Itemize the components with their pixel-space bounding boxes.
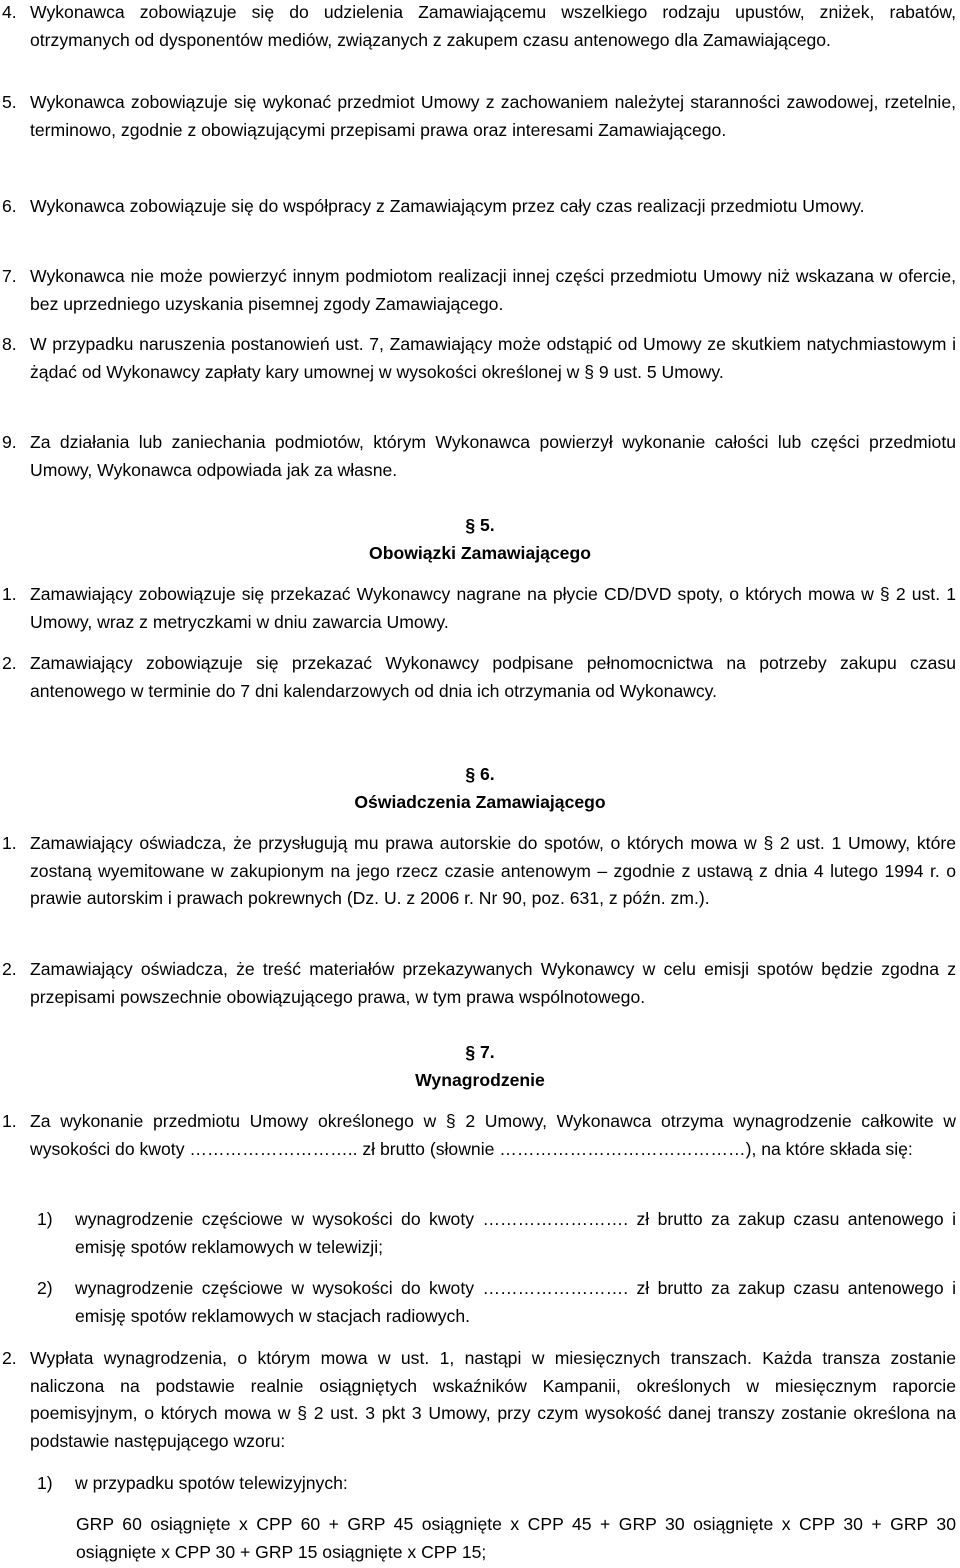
section-7-item-1-sub-1: [30, 1206, 956, 1261]
paragraph-4: [2, 0, 956, 54]
section-6-title: Oświadczenia Zamawiającego: [354, 792, 606, 812]
paragraph-number: 8.: [2, 334, 17, 354]
paragraph-5: [2, 89, 956, 144]
paragraph-number: 9.: [2, 432, 17, 452]
paragraph-6: [2, 193, 956, 221]
paragraph-text: Wykonawca zobowiązuje się do udzielenia Zamawiającemu wszelkiego rodzaju upustów, zniżek, rabatów, otrzymanych od dysponentów mediów, związanych z zakupem czasu antenowego dla Zamawiającego.: [30, 2, 956, 50]
section-6-item-2: [2, 956, 956, 1011]
paragraph-number: 1.: [2, 584, 17, 604]
paragraph-text: Wykonawca zobowiązuje się do współpracy z Zamawiającym przez cały czas realizacji przedmiotu Umowy.: [30, 196, 865, 216]
section-7-item-1-sub-2: [30, 1275, 956, 1330]
paragraph-9: [2, 429, 956, 484]
subparagraph-number: 1): [37, 1209, 53, 1229]
paragraph-number: 1.: [2, 833, 17, 853]
section-7-title: Wynagrodzenie: [415, 1070, 545, 1090]
paragraph-7: [2, 263, 956, 318]
subparagraph-text: wynagrodzenie częściowe w wysokości do kwoty ……………………. zł brutto za zakup czasu antenowego i emisję spotów reklamowych w stacjach radiowych.: [75, 1278, 956, 1326]
section-7-item-2-sub-1: [30, 1470, 956, 1498]
subparagraph-text: w przypadku spotów telewizyjnych:: [75, 1473, 348, 1493]
paragraph-text: Wypłata wynagrodzenia, o którym mowa w ust. 1, nastąpi w miesięcznych transzach. Każda transza zostanie naliczona na podstawie realnie osiągniętych wskaźników Kampanii, określonych w miesięcznym raporcie poemisyjnym, o których mowa w § 2 ust. 3 pkt 3 Umowy, przy czym wysokość danej transzy zostanie określona na podstawie następującego wzoru:: [30, 1348, 956, 1451]
paragraph-text: Zamawiający oświadcza, że przysługują mu prawa autorskie do spotów, o których mowa w § 2 ust. 1 Umowy, które zostaną wyemitowane w zakupionym na jego rzecz czasie antenowym – zgodnie z ustawą z dnia 4 lutego 1994 r. o prawie autorskim i prawach pokrewnych (Dz. U. z 2006 r. Nr 90, poz. 631, z późn. zm.).: [30, 833, 956, 908]
section-5-number: § 5.: [465, 515, 495, 535]
subparagraph-number: 1): [37, 1473, 53, 1493]
paragraph-number: 4.: [2, 2, 17, 22]
section-7-item-1: [2, 1108, 956, 1163]
paragraph-text: Za wykonanie przedmiotu Umowy określonego w § 2 Umowy, Wykonawca otrzyma wynagrodzenie całkowite w wysokości do kwoty ……………………….. zł brutto (słownie ……………………………………), na które składa się:: [30, 1111, 956, 1159]
section-7-number: § 7.: [465, 1042, 495, 1062]
tv-formula: GRP 60 osiągnięte x CPP 60 + GRP 45 osiągnięte x CPP 45 + GRP 30 osiągnięte x CPP 30 + GRP 30 osiągnięte x CPP 30 + GRP 15 osiągnięte x CPP 15;: [76, 1514, 956, 1562]
subparagraph-number: 2): [37, 1278, 53, 1298]
subparagraph-text: wynagrodzenie częściowe w wysokości do kwoty ……………………. zł brutto za zakup czasu antenowego i emisję spotów reklamowych w telewizji;: [75, 1209, 956, 1257]
section-6-number: § 6.: [465, 764, 495, 784]
paragraph-number: 2.: [2, 1348, 17, 1368]
paragraph-text: Wykonawca zobowiązuje się wykonać przedmiot Umowy z zachowaniem należytej staranności zawodowej, rzetelnie, terminowo, zgodnie z obowiązującymi przepisami prawa oraz interesami Zamawiającego.: [30, 92, 956, 140]
paragraph-text: W przypadku naruszenia postanowień ust. 7, Zamawiający może odstąpić od Umowy ze skutkiem natychmiastowym i żądać od Wykonawcy zapłaty kary umownej w wysokości określonej w § 9 ust. 5 Umowy.: [30, 334, 956, 382]
paragraph-text: Zamawiający zobowiązuje się przekazać Wykonawcy podpisane pełnomocnictwa na potrzeby zakupu czasu antenowego w terminie do 7 dni kalendarzowych od dnia ich otrzymania od Wykonawcy.: [30, 653, 956, 701]
paragraph-text: Zamawiający zobowiązuje się przekazać Wykonawcy nagrane na płycie CD/DVD spoty, o których mowa w § 2 ust. 1 Umowy, wraz z metryczkami w dniu zawarcia Umowy.: [30, 584, 956, 632]
paragraph-number: 5.: [2, 92, 17, 112]
section-5-item-2: [2, 650, 956, 705]
section-6-item-1: [2, 830, 956, 913]
paragraph-number: 7.: [2, 266, 17, 286]
paragraph-number: 1.: [2, 1111, 17, 1131]
section-5-title: Obowiązki Zamawiającego: [369, 543, 591, 563]
paragraph-number: 6.: [2, 196, 17, 216]
paragraph-number: 2.: [2, 653, 17, 673]
paragraph-text: Zamawiający oświadcza, że treść materiałów przekazywanych Wykonawcy w celu emisji spotów będzie zgodna z przepisami powszechnie obowiązującego prawa, w tym prawa wspólnotowego.: [30, 959, 956, 1007]
paragraph-8: [2, 331, 956, 386]
section-7-item-2: [2, 1345, 956, 1455]
section-5-item-1: [2, 581, 956, 636]
paragraph-text: Za działania lub zaniechania podmiotów, którym Wykonawca powierzył wykonanie całości lub części przedmiotu Umowy, Wykonawca odpowiada jak za własne.: [30, 432, 956, 480]
paragraph-text: Wykonawca nie może powierzyć innym podmiotom realizacji innej części przedmiotu Umowy niż wskazana w ofercie, bez uprzedniego uzyskania pisemnej zgody Zamawiającego.: [30, 266, 956, 314]
paragraph-number: 2.: [2, 959, 17, 979]
